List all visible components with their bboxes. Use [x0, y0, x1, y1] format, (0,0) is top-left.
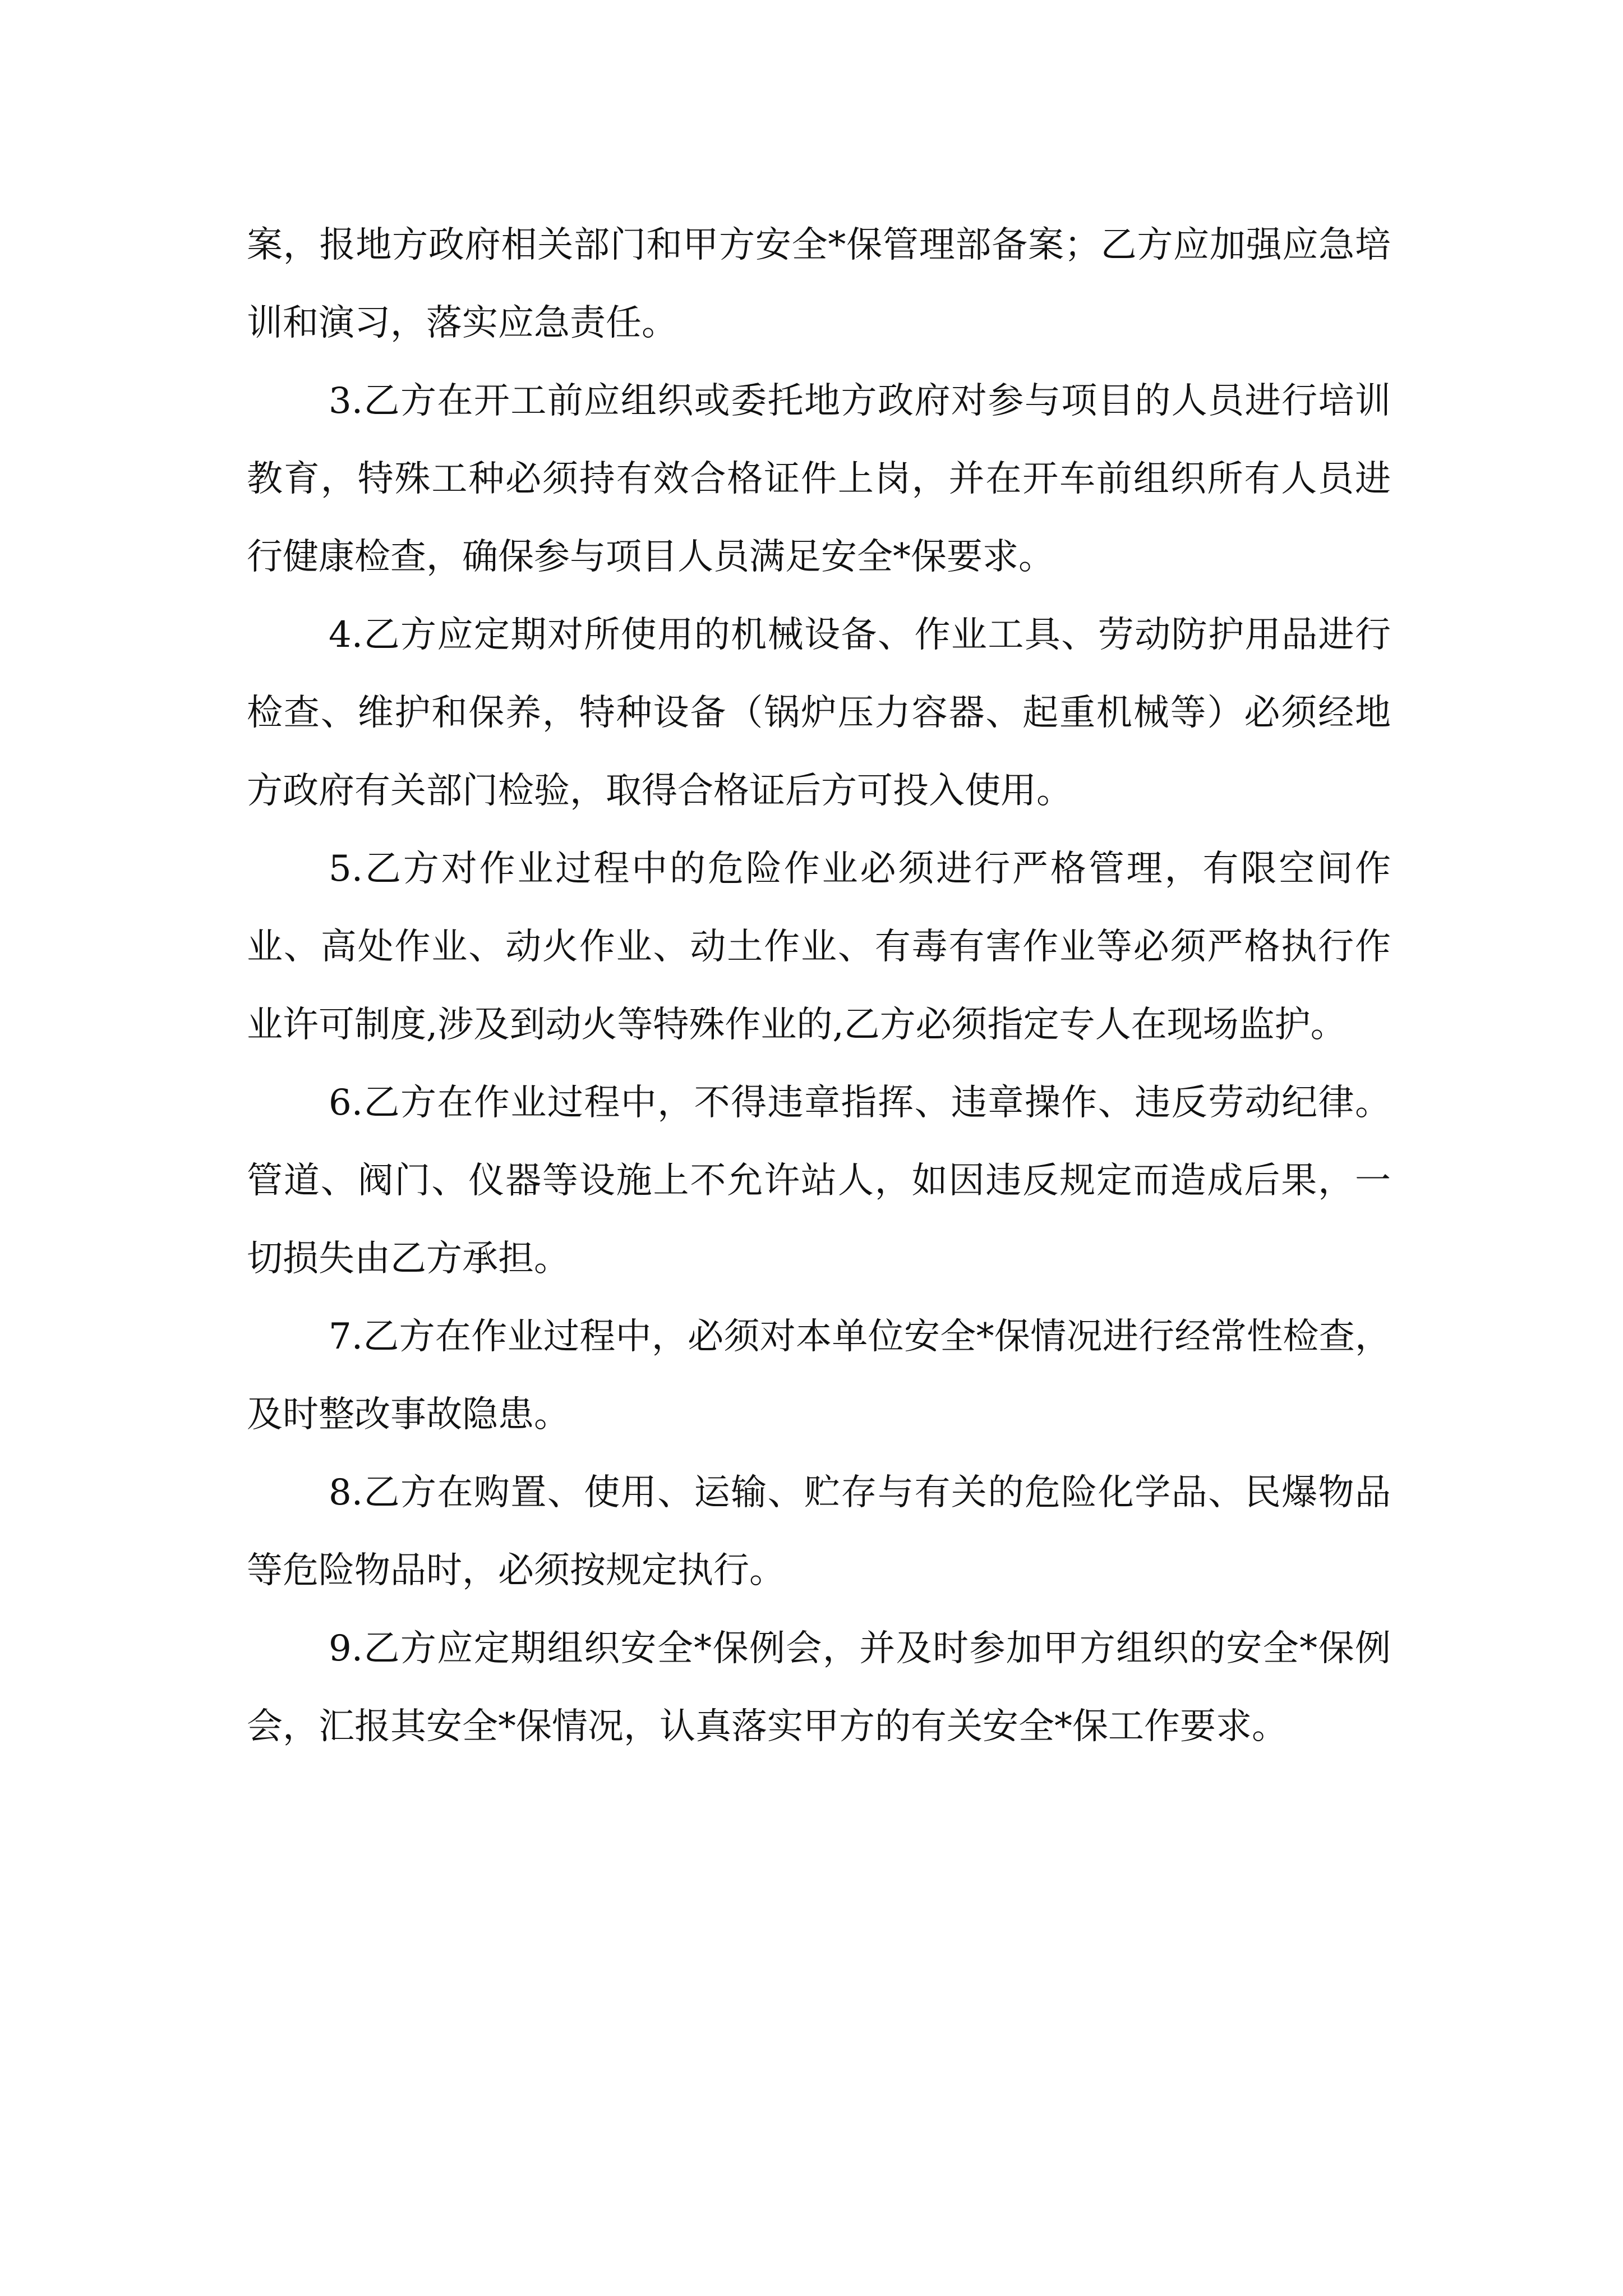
paragraph-5-hazardous-work: 5.乙方对作业过程中的危险作业必须进行严格管理，有限空间作业、高处作业、动火作业、动土作业、有毒有害作业等必须严格执行作业许可制度,涉及到动火等特殊作业的,乙方必须指定专人在现场监护。 — [247, 848, 1391, 1046]
paragraph-emergency-plan: 案，报地方政府相关部门和甲方安全*保管理部备案；乙方应加强应急培训和演习，落实应急责任。 — [247, 224, 1391, 344]
paragraph-6-violations: 6.乙方在作业过程中，不得违章指挥、违章操作、违反劳动纪律。管道、阀门、仪器等设施上不允许站人，如因违反规定而造成后果，一切损失由乙方承担。 — [247, 1082, 1391, 1280]
paragraph-3-training: 3.乙方在开工前应组织或委托地方政府对参与项目的人员进行培训教育，特殊工种必须持有效合格证件上岗，并在开车前组织所有人员进行健康检查，确保参与项目人员满足安全*保要求。 — [247, 380, 1391, 578]
paragraph-8-dangerous-goods: 8.乙方在购置、使用、运输、贮存与有关的危险化学品、民爆物品等危险物品时，必须按规定执行。 — [247, 1472, 1391, 1591]
document-body — [247, 206, 1391, 1766]
paragraph-4-equipment: 4.乙方应定期对所使用的机械设备、作业工具、劳动防护用品进行检查、维护和保养，特种设备（锅炉压力容器、起重机械等）必须经地方政府有关部门检验，取得合格证后方可投入使用。 — [247, 614, 1391, 812]
paragraph-9-meetings: 9.乙方应定期组织安全*保例会，并及时参加甲方组织的安全*保例会，汇报其安全*保情况，认真落实甲方的有关安全*保工作要求。 — [247, 1628, 1391, 1747]
paragraph-7-inspection: 7.乙方在作业过程中，必须对本单位安全*保情况进行经常性检查，及时整改事故隐患。 — [247, 1316, 1391, 1435]
